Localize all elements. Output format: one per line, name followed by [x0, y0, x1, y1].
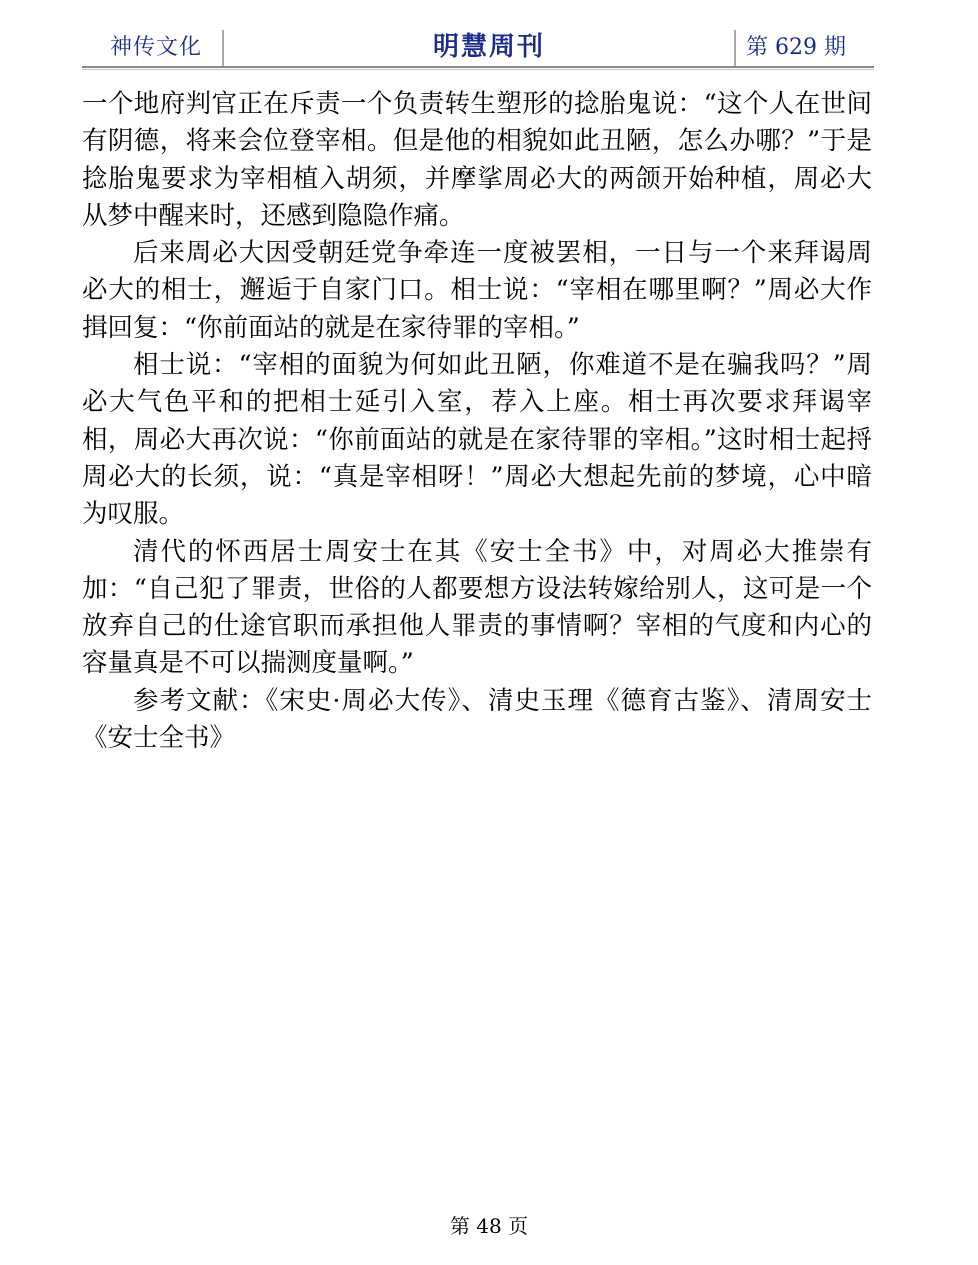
paragraph: 相士说：“宰相的面貌为何如此丑陋，你难道不是在骗我吗？”周必大气色平和的把相士延引入室，荐入上座。相士再次要求拜谒宰相，周必大再次说：“你前面站的就是在家待罪的宰相。”这时相士起捋周必大的长须，说：“真是宰相呀！”周必大想起先前的梦境，心中暗为叹服。	[82, 350, 872, 530]
article-body	[82, 86, 872, 757]
paragraph: 清代的怀西居士周安士在其《安士全书》中，对周必大推崇有加：“自己犯了罪责，世俗的人都要想方设法转嫁给别人，这可是一个放弃自己的仕途官职而承担他人罪责的事情啊？宰相的气度和内心的容量真是不可以揣测度量啊。”	[82, 536, 872, 679]
paragraph: 后来周必大因受朝廷党争牵连一度被罢相，一日与一个来拜谒周必大的相士，邂逅于自家门口。相士说：“宰相在哪里啊？”周必大作揖回复：“你前面站的就是在家待罪的宰相。”	[82, 238, 872, 343]
header-rule	[82, 66, 874, 68]
header-rule-thin	[82, 69, 874, 70]
paragraph: 一个地府判官正在斥责一个负责转生塑形的捻胎鬼说：“这个人在世间有阴德，将来会位登宰相。但是他的相貌如此丑陋，怎么办哪？”于是捻胎鬼要求为宰相植入胡须，并摩挲周必大的两颌开始种植，周必大从梦中醒来时，还感到隐隐作痛。	[82, 89, 872, 231]
magazine-title: 明慧周刊	[432, 32, 545, 62]
issue-number: 第 629 期	[746, 35, 846, 60]
header-divider-right	[734, 30, 736, 66]
section-name: 神传文化	[110, 35, 203, 60]
header-divider-left	[222, 30, 224, 66]
page-number: 第 48 页	[449, 1214, 529, 1238]
references: 参考文献：《宋史·周必大传》、清史玉理《德育古鉴》、清周安士《安士全书》	[82, 685, 872, 754]
